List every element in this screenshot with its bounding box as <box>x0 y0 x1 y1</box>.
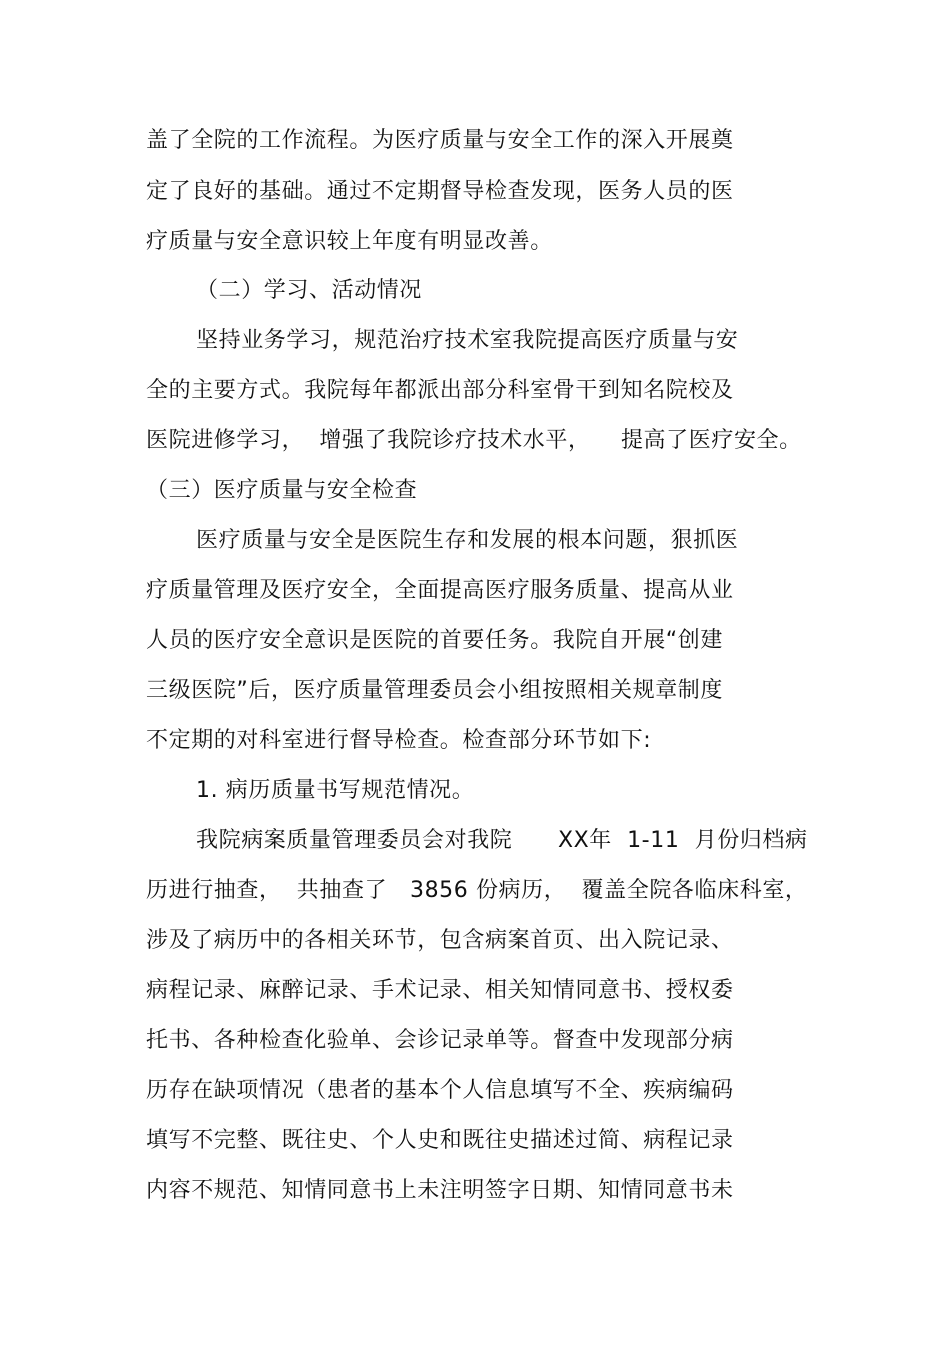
text-line: 涉及了病历中的各相关环节，包含病案首页、出入院记录、 <box>146 928 734 953</box>
text-line: 托书、各种检查化验单、会诊记录单等。督查中发现部分病 <box>146 1028 734 1053</box>
section-heading: （二）学习、活动情况 <box>196 278 423 303</box>
text-line: 坚持业务学习，规范治疗技术室我院提高医疗质量与安 <box>196 328 739 353</box>
text-line: 三级医院”后，医疗质量管理委员会小组按照相关规章制度 <box>146 678 723 703</box>
text-line: 历存在缺项情况（患者的基本个人信息填写不全、疾病编码 <box>146 1078 734 1103</box>
text-line: 疗质量管理及医疗安全，全面提高医疗服务质量、提高从业 <box>146 578 734 603</box>
subsection-heading: 1. 病历质量书写规范情况。 <box>196 778 475 803</box>
text-line: 医疗质量与安全是医院生存和发展的根本问题，狠抓医 <box>196 528 739 553</box>
text-line: 定了良好的基础。通过不定期督导检查发现，医务人员的医 <box>146 179 734 204</box>
text-line: 疗质量与安全意识较上年度有明显改善。 <box>146 229 553 254</box>
text-line: 不定期的对科室进行督导检查。检查部分环节如下: <box>146 728 652 753</box>
text-line: 医院进修学习， 增强了我院诊疗技术水平， 提高了医疗安全。 <box>146 428 802 453</box>
text-line: 全的主要方式。我院每年都派出部分科室骨干到知名院校及 <box>146 378 734 403</box>
text-line: 历进行抽查， 共抽查了 3856 份病历， 覆盖全院各临床科室， <box>146 878 808 903</box>
text-line: 人员的医疗安全意识是医院的首要任务。我院自开展“创建 <box>146 628 723 653</box>
text-line: 填写不完整、既往史、个人史和既往史描述过简、病程记录 <box>146 1128 734 1153</box>
text-line: 我院病案质量管理委员会对我院 XX年 1-11 月份归档病 <box>196 828 808 853</box>
text-line: 病程记录、麻醉记录、手术记录、相关知情同意书、授权委 <box>146 978 734 1003</box>
section-heading: （三）医疗质量与安全检查 <box>146 478 418 503</box>
text-line: 内容不规范、知情同意书上未注明签字日期、知情同意书未 <box>146 1178 734 1203</box>
text-line: 盖了全院的工作流程。为医疗质量与安全工作的深入开展奠 <box>146 128 734 153</box>
